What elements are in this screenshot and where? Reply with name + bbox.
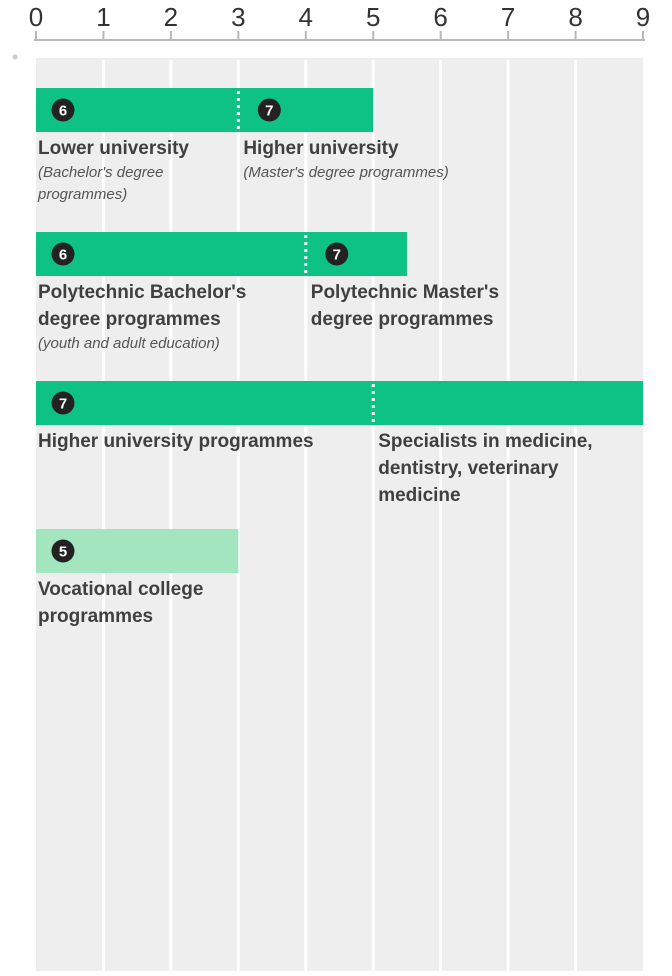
programme-subtitle: (Master's degree programmes) <box>243 164 449 181</box>
segment-label <box>243 135 448 184</box>
programme-title: Specialists in medicine, dentistry, veterinary medicine <box>378 431 593 506</box>
segment-label <box>38 135 189 206</box>
x-tick-label: 9 <box>635 2 651 32</box>
x-tick-label: 2 <box>163 2 179 32</box>
segment-label <box>38 576 203 630</box>
segment-label <box>378 428 592 509</box>
programme-title: Polytechnic Master's degree programmes <box>310 282 500 330</box>
x-tick-label: 3 <box>231 2 246 32</box>
programme-subtitle: (youth and adult education) <box>38 335 220 352</box>
segment-label <box>38 279 246 355</box>
x-tick-label: 7 <box>500 2 516 32</box>
programme-title: Polytechnic Bachelor's degree programmes <box>38 282 247 330</box>
programme-title: Lower university <box>38 138 189 159</box>
x-tick-label: 6 <box>433 2 448 32</box>
duration-bar <box>36 381 643 425</box>
programme-title: Vocational college programmes <box>38 579 204 627</box>
segment-label <box>38 428 314 455</box>
axis-marker-dot <box>13 55 18 60</box>
level-badge-number: 7 <box>332 246 341 264</box>
x-tick-label: 1 <box>96 2 111 32</box>
level-badge-number: 7 <box>265 102 274 120</box>
duration-bar <box>36 88 373 132</box>
duration-bar <box>36 232 407 276</box>
programme-subtitle: (Bachelor's degree programmes) <box>38 164 164 203</box>
level-badge-number: 5 <box>58 543 68 561</box>
level-badge-number: 7 <box>58 395 68 413</box>
programme-title: Higher university programmes <box>38 431 314 452</box>
level-badge-number: 6 <box>58 102 68 120</box>
x-tick-label: 8 <box>568 2 583 32</box>
x-tick-label: 4 <box>298 2 314 32</box>
x-tick-label: 5 <box>365 2 381 32</box>
segment-label <box>311 279 499 333</box>
x-tick-label: 0 <box>28 2 44 32</box>
programme-title: Higher university <box>243 138 399 159</box>
level-badge-number: 6 <box>58 246 68 264</box>
